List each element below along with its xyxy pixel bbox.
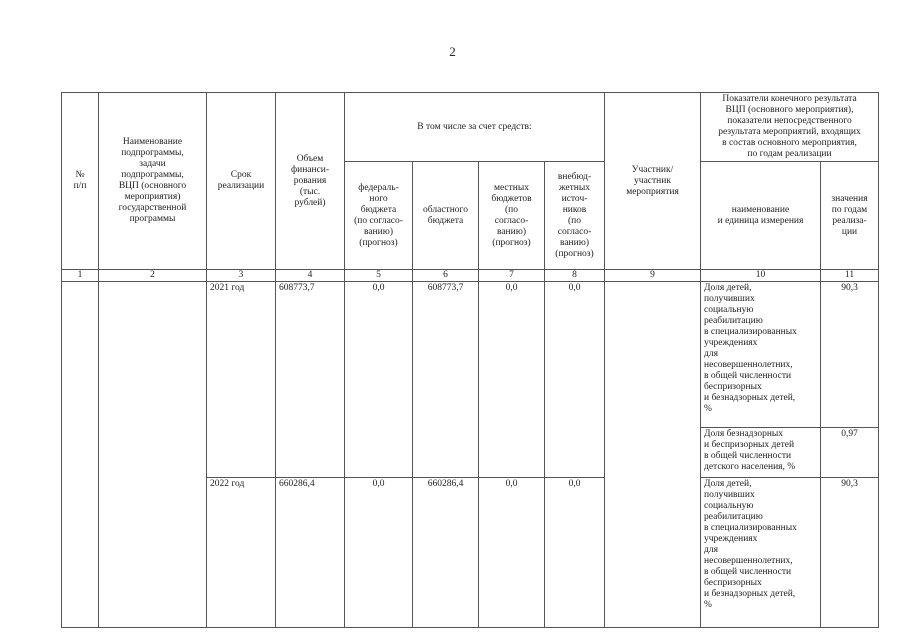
col-num: 11 [821,270,879,282]
cell-year: 2021 год [207,282,276,478]
cell-indicator-value: 90,3 [821,282,879,428]
cell-regional: 660286,4 [413,478,479,628]
cell-indicator-name: Доля детей, получивших социальную реабилитацию в специализированных учреждениях для несовершеннолетних, в общей численности беспризорных и безнадзорных детей, % [701,282,821,428]
cell-federal: 0,0 [345,478,413,628]
header-federal: федераль- ного бюджета (по согласо- ванию) (прогноз) [345,162,413,270]
header-name: Наименование подпрограммы, задачи подпрограммы, ВЦП (основного мероприятия) государственной программы [99,93,207,270]
header-local: местных бюджетов (по согласо- ванию) (прогноз) [479,162,545,270]
cell-indicator-value: 0,97 [821,428,879,478]
col-num: 7 [479,270,545,282]
header-regional: областного бюджета [413,162,479,270]
col-num: 9 [605,270,701,282]
cell-local: 0,0 [479,478,545,628]
cell-local: 0,0 [479,282,545,478]
col-num: 6 [413,270,479,282]
cell-federal: 0,0 [345,282,413,478]
col-num: 3 [207,270,276,282]
cell-indicator-value: 90,3 [821,478,879,628]
cell-total: 608773,7 [276,282,345,478]
header-participant: Участник/ участник мероприятия [605,93,701,270]
cell-participant [605,282,701,628]
header-sources-group: В том числе за счет средств: [345,93,605,162]
header-indicators: Показатели конечного результата ВЦП (основного мероприятия), показатели непосредственного результата мероприятий, входящих в состав основного мероприятия, по годам реализации [701,93,879,162]
cell-name [99,282,207,628]
col-num: 2 [99,270,207,282]
header-period: Срок реализации [207,93,276,270]
cell-year: 2022 год [207,478,276,628]
col-num: 5 [345,270,413,282]
cell-indicator-name: Доля безнадзорных и беспризорных детей в общей численности детского населения, % [701,428,821,478]
cell-indicator-name: Доля детей, получивших социальную реабилитацию в специализированных учреждениях для несовершеннолетних, в общей численности беспризорных и безнадзорных детей, % [701,478,821,628]
cell-number [62,282,99,628]
table-row [62,282,879,428]
col-num: 8 [545,270,605,282]
program-table [61,92,879,628]
page-number: 2 [449,44,456,59]
cell-total: 660286,4 [276,478,345,628]
header-indicator-name: наименование и единица измерения [701,162,821,270]
cell-extra: 0,0 [545,282,605,478]
header-number: № п/п [62,93,99,270]
col-num: 1 [62,270,99,282]
header-indicator-value: значения по годам реализа- ции [821,162,879,270]
cell-extra: 0,0 [545,478,605,628]
col-num: 4 [276,270,345,282]
col-num: 10 [701,270,821,282]
cell-regional: 608773,7 [413,282,479,478]
column-numbers-row [62,270,879,282]
header-extrabudget: внебюд- жетных источ- ников (по согласо- ванию) (прогноз) [545,162,605,270]
header-volume: Объем финанси- рования (тыс. рублей) [276,93,345,270]
